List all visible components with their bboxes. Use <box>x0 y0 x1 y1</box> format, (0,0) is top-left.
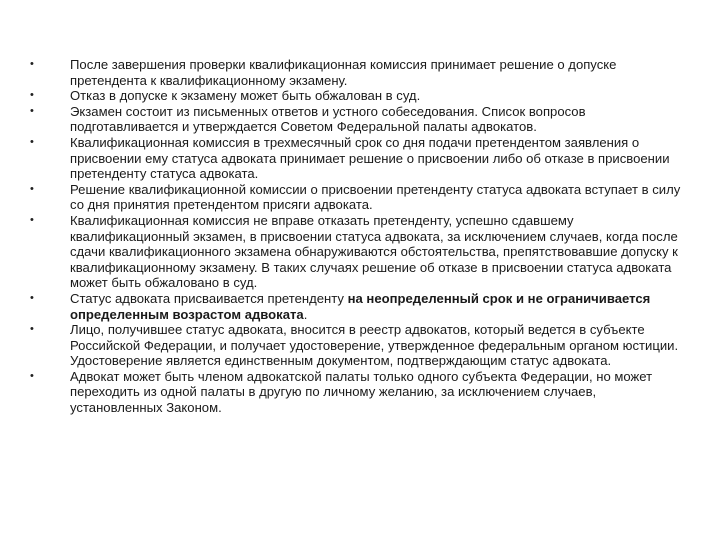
list-item <box>30 322 682 369</box>
bullet-icon: • <box>30 135 34 148</box>
bullet-icon: • <box>30 369 34 382</box>
list-item-text: Лицо, получившее статус адвоката, вносится в реестр адвокатов, который ведется в субъекте Российской Федерации, и получает удостоверение, утвержденное федеральным органом юстиции. Удостоверение является единственным документом, подтверждающим статус адвоката. <box>70 322 679 369</box>
list-item-text-before: Статус адвоката присваивается претенденту <box>70 290 348 306</box>
list-item-text: После завершения проверки квалификационная комиссия принимает решение о допуске претендента к квалификационному экзамену. <box>70 57 617 88</box>
bullet-icon: • <box>30 291 34 304</box>
bullet-icon: • <box>30 323 34 336</box>
list-item-text: Решение квалификационной комиссии о присвоении претенденту статуса адвоката вступает в силу со дня принятия претендентом присяги адвоката. <box>70 181 681 213</box>
list-item <box>30 104 682 135</box>
list-item <box>30 57 682 88</box>
list-item <box>30 182 682 213</box>
bullet-list <box>30 57 682 416</box>
list-item-text: Экзамен состоит из письменных ответов и устного собеседования. Список вопросов подготавливается и утверждается Советом Федеральной палаты адвокатов. <box>70 103 586 135</box>
list-item-text: Отказ в допуске к экзамену может быть обжалован в суд. <box>70 88 421 104</box>
bullet-icon: • <box>30 104 34 117</box>
list-item-text: Адвокат может быть членом адвокатской палаты только одного субъекта Федерации, но может переходить из одной палаты в другую по личному желанию, за исключением случаев, установленных Законом. <box>70 368 653 416</box>
bullet-icon: • <box>30 182 34 195</box>
bullet-icon: • <box>30 213 34 226</box>
list-item-text-after: . <box>303 306 308 322</box>
list-item-text <box>70 291 682 322</box>
list-item-text: Квалификационная комиссия не вправе отказать претенденту, успешно сдавшему квалификационный экзамен, в присвоении статуса адвоката, за исключением случаев, когда после сдачи квалификационного экзамена обнаруживаются обстоятельства, препятствовавшие допуску к квалификационному экзамену. В таких случаях решение об отказе в присвоении статуса адвоката может быть обжаловано в суд. <box>70 212 678 291</box>
list-item-text-bold: на неопределенный срок и не ограничивается определенным возрастом адвоката <box>70 290 651 322</box>
list-item <box>30 135 682 182</box>
list-item <box>30 369 682 416</box>
list-item <box>30 213 682 291</box>
list-item-text: Квалификационная комиссия в трехмесячный срок со дня подачи претендентом заявления о присвоении ему статуса адвоката принимает решение о присвоении либо об отказе в присвоении претенденту статуса адвоката. <box>70 134 670 182</box>
list-item <box>30 88 682 104</box>
bullet-icon: • <box>30 58 34 70</box>
list-item <box>30 291 682 322</box>
bullet-icon: • <box>30 89 34 102</box>
